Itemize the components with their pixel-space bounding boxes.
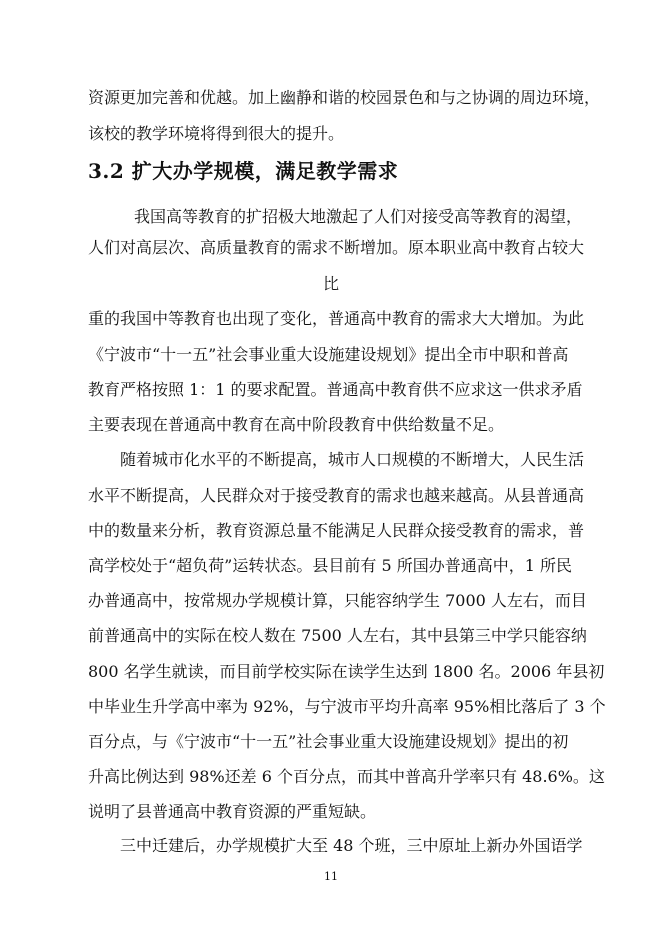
body-text-line: 主要表现在普通高中教育在高中阶段教育中供给数量不足。 (88, 415, 505, 434)
body-text-line: 三中迁建后，办学规模扩大至 48 个班，三中原址上新办外国语学 (120, 836, 583, 855)
body-text-line: 高学校处于“超负荷”运转状态。县目前有 5 所国办普通高中，1 所民 (88, 556, 572, 575)
body-text-line: 随着城市化水平的不断提高，城市人口规模的不断增大，人民生活 (120, 450, 585, 469)
body-text-line: 人们对高层次、高质量教育的需求不断增加。原本职业高中教育占较大 (88, 238, 585, 257)
body-text-line: 百分点，与《宁波市“十一五”社会事业重大设施建设规划》提出的初 (88, 732, 569, 751)
body-text-line: 比 (322, 274, 339, 293)
body-text-line: 前普通高中的实际在校人数在 7500 人左右，其中县第三中学只能容纳 (88, 626, 587, 645)
body-text-line: 重的我国中等教育也出现了变化，普通高中教育的需求大大增加。为此 (88, 309, 585, 328)
body-text-line: 说明了县普通高中教育资源的严重短缺。 (88, 802, 377, 821)
body-text-line: 水平不断提高，人民群众对于接受教育的需求也越来越高。从县普通高 (88, 486, 585, 505)
body-text-line: 800 名学生就读，而目前学校实际在读学生达到 1800 名。2006 年县初 (88, 662, 605, 681)
body-text-line: 教育严格按照 1：1 的要求配置。普通高中教育供不应求这一供求矛盾 (88, 380, 583, 399)
body-text-line: 我国高等教育的扩招极大地激起了人们对接受高等教育的渴望， (134, 207, 583, 226)
body-text-line: 该校的教学环境将得到很大的提升。 (88, 124, 345, 143)
body-text-line: 资源更加完善和优越。加上幽静和谐的校园景色和与之协调的周边环境， (88, 88, 601, 107)
section-heading: 3.2 扩大办学规模，满足教学需求 (88, 159, 399, 183)
body-text-line: 升高比例达到 98%还差 6 个百分点，而其中普高升学率只有 48.6%。这 (88, 767, 605, 786)
page-number: 11 (324, 870, 338, 883)
body-text-line: 《宁波市“十一五”社会事业重大设施建设规划》提出全市中职和普高 (88, 345, 569, 364)
body-text-line: 中的数量来分析，教育资源总量不能满足人民群众接受教育的需求，普 (88, 521, 585, 540)
body-text-line: 中毕业生升学高中率为 92%，与宁波市平均升高率 95%相比落后了 3 个 (88, 697, 606, 716)
body-text-line: 办普通高中，按常规办学规模计算，只能容纳学生 7000 人左右，而目 (88, 591, 587, 610)
